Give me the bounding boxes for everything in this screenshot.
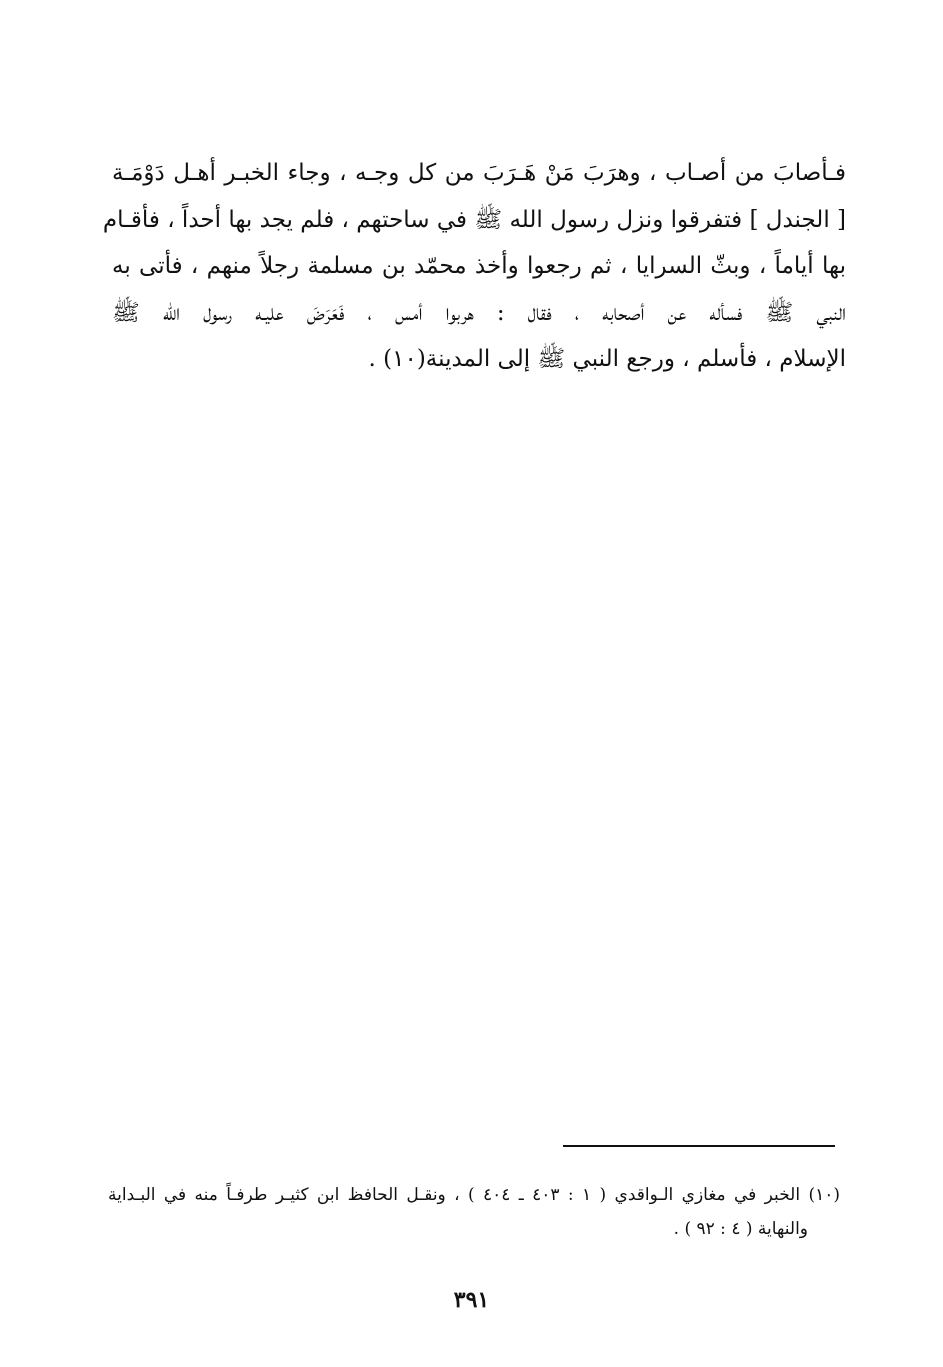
- page-number: ٣٩١: [453, 1287, 490, 1313]
- footnote-line: (١٠) الخبر في مغازي الـواقدي ( ١ : ٤٠٣ ـ ٤٠٤ ) ، ونقـل الحافظ ابن كثيـر طرفـاً منه في البـداية: [108, 1185, 840, 1205]
- footnote: [108, 1178, 840, 1246]
- main-paragraph: [102, 150, 846, 383]
- paragraph-line: بها أياماً ، وبثّ السرايا ، ثم رجعوا وأخذ محمّد بن مسلمة رجلاً منهم ، فأتى به: [112, 253, 846, 279]
- paragraph-line: النبي ﷺ فسأله عن أصحابه ، فقال : هربوا أمس ، فَعَرَضَ عليـه رسول الله ﷺ: [112, 299, 846, 326]
- paragraph-line: الإسلام ، فأسلم ، ورجع النبي ﷺ إلى المدينة(١٠) .: [368, 346, 846, 372]
- footnote-divider: [563, 1145, 835, 1147]
- paragraph-line: [ الجندل ] فتفرقوا ونزل رسول الله ﷺ في ساحتهم ، فلم يجد بها أحداً ، فأقـام: [102, 206, 846, 233]
- footnote-line: والنهاية ( ٤ : ٩٢ ) .: [673, 1219, 808, 1239]
- paragraph-line: فـأصابَ من أصـاب ، وهرَبَ مَنْ هَـرَبَ من كل وجـه ، وجاء الخبـر أهـل دَوْمَـة: [112, 160, 846, 186]
